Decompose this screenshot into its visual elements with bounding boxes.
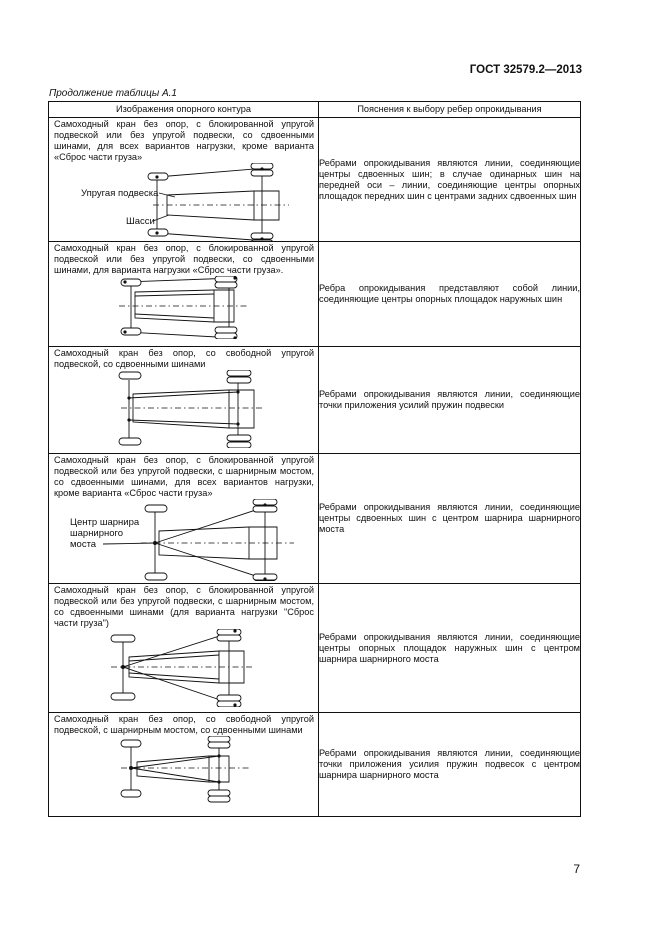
explanation-cell: Ребрами опрокидывания являются линии, соединяющие центры сдвоенных шин; в случае одинарных шин на передней оси – линии, соединяющие центры опорных площадок передних шин с центрами задних сдвоенных шин (319, 118, 581, 242)
crane-description: Самоходный кран без опор, с блокированной упругой подвеской или без упругой подвески, с шарнирным мостом, со сдвоенными шинами (для варианта нагрузки "Сброс части груза") (54, 585, 314, 628)
standard-number: ГОСТ 32579.2—2013 (469, 64, 582, 76)
explanation-cell: Ребрами опрокидывания являются линии, соединяющие точки приложения усилия пружин подвесок с центром шарнира шарнирного моста (319, 713, 581, 817)
support-contour-diagram (49, 499, 316, 581)
table-row (49, 347, 581, 454)
support-contour-diagram (49, 370, 316, 448)
diagram-label: Упругая подвеска (81, 188, 159, 199)
diagram-label: моста (70, 539, 97, 550)
support-contour-diagram (49, 736, 316, 804)
explanation-cell: Ребрами опрокидывания являются линии, соединяющие центры сдвоенных шин с центром шарнира шарнирного моста (319, 454, 581, 584)
diagram-label: Центр шарнира (70, 517, 140, 528)
column-header-images: Изображения опорного контура (49, 102, 319, 118)
crane-description: Самоходный кран без опор, с блокированной упругой подвеской или без упругой подвески, со сдвоенными шинами, для всех вариантов нагрузки, кроме варианта «Сброс части груза» (54, 119, 314, 162)
image-cell (49, 242, 319, 347)
image-cell (49, 118, 319, 242)
support-contour-diagram (49, 163, 316, 241)
table-row (49, 454, 581, 584)
image-cell (49, 713, 319, 817)
table-row (49, 584, 581, 713)
table-row (49, 713, 581, 817)
support-contour-diagram (49, 276, 316, 339)
table-header-row (49, 102, 581, 118)
support-contour-table (48, 101, 581, 817)
diagram-label: шарнирного (70, 528, 124, 539)
page-number: 7 (573, 862, 580, 876)
table-row (49, 242, 581, 347)
table-row (49, 118, 581, 242)
diagram-label: Шасси (126, 216, 155, 227)
explanation-cell: Ребрами опрокидывания являются линии, соединяющие центры опорных площадок наружных шин с центром шарнира шарнирного моста (319, 584, 581, 713)
table-continuation-caption: Продолжение таблицы А.1 (49, 88, 177, 99)
crane-description: Самоходный кран без опор, с блокированной упругой подвеской или без упругой подвески, с шарнирным мостом, со сдвоенными шинами, для всех вариантов нагрузки, кроме варианта «Сброс части груза» (54, 455, 314, 498)
crane-description: Самоходный кран без опор, со свободной упругой подвеской, со сдвоенными шинами (54, 348, 314, 369)
support-contour-diagram (49, 629, 316, 707)
image-cell (49, 584, 319, 713)
column-header-explanations: Пояснения к выбору ребер опрокидывания (319, 102, 581, 118)
explanation-cell: Ребрами опрокидывания являются линии, соединяющие точки приложения усилий пружин подвески (319, 347, 581, 454)
image-cell (49, 347, 319, 454)
crane-description: Самоходный кран без опор, со свободной упругой подвеской, с шарнирным мостом, со сдвоенными шинами (54, 714, 314, 735)
crane-description: Самоходный кран без опор, с блокированной упругой подвеской или без упругой подвески, со сдвоенными шинами, для варианта нагрузки «Сброс части груза». (54, 243, 314, 275)
explanation-cell: Ребра опрокидывания представляют собой линии, соединяющие центры опорных площадок наружных шин (319, 242, 581, 347)
image-cell (49, 454, 319, 584)
